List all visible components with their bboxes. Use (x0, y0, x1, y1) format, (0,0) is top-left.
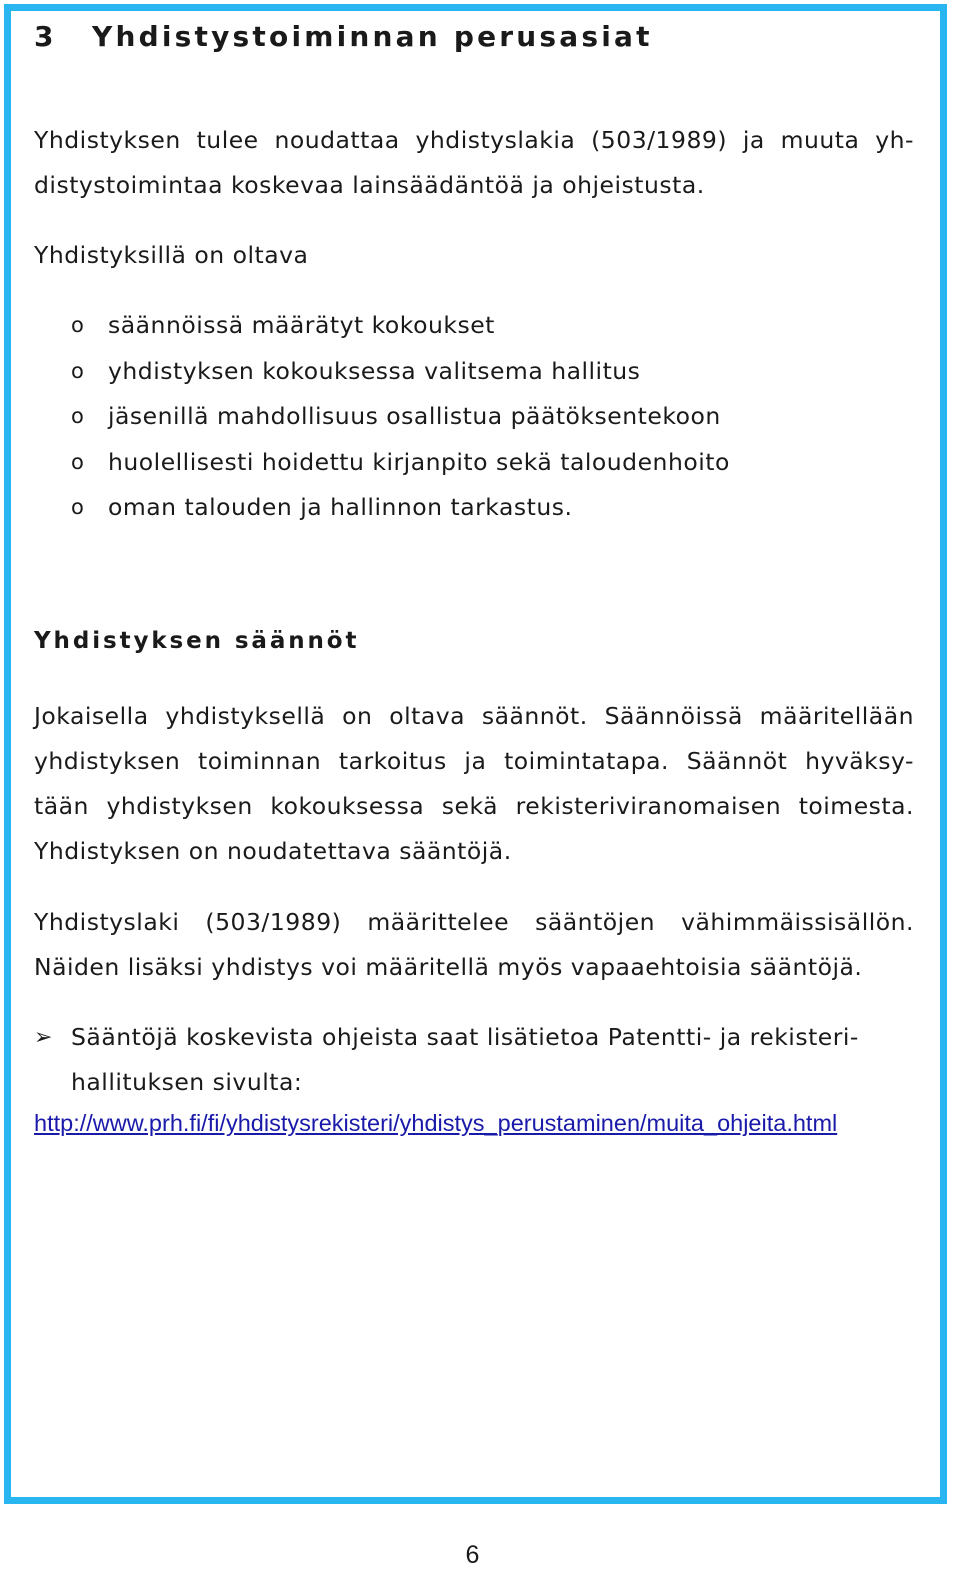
list-item: o jäsenillä mahdollisuus osallistua päätöksentekoon (34, 394, 730, 440)
section-number: 3 (34, 20, 57, 53)
bullet-icon: o (71, 495, 85, 519)
guidance-line-2: hallituksen sivulta: (71, 1068, 303, 1096)
prh-guidance-link[interactable]: http://www.prh.fi/fi/yhdistysrekisteri/yhdistys_perustaminen/muita_ohjeita.html (34, 1110, 838, 1136)
requirements-list (34, 303, 730, 531)
section-heading (34, 20, 653, 53)
guidance-item (34, 1015, 884, 1105)
bullet-icon: o (71, 404, 85, 428)
list-intro: Yhdistyksillä on oltava (34, 241, 309, 269)
law-paragraph (34, 900, 914, 990)
rules-line-4: Yhdistyksen on noudatettava sääntöjä. (34, 837, 512, 865)
list-item: o säännöissä määrätyt kokoukset (34, 303, 730, 349)
guidance-line-1: Sääntöjä koskevista ohjeista saat lisätietoa Patentti- ja rekisteri- (71, 1023, 859, 1051)
section-title: Yhdistystoiminnan perusasiat (92, 20, 653, 53)
law-line-1: Yhdistyslaki (503/1989) määrittelee sääntöjen vähimmäissisällön. (34, 908, 914, 936)
law-line-2: Näiden lisäksi yhdistys voi määritellä myös vapaaehtoisia sääntöjä. (34, 953, 863, 981)
page-number: 6 (465, 1541, 480, 1569)
intro-paragraph (34, 118, 914, 208)
list-item: o yhdistyksen kokouksessa valitsema hallitus (34, 349, 730, 395)
rules-line-3: tään yhdistyksen kokouksessa sekä rekisteriviranomaisen toimesta. (34, 792, 914, 820)
bullet-icon: o (71, 358, 85, 383)
intro-line-1: Yhdistyksen tulee noudattaa yhdistyslakia (503/1989) ja muuta yh- (34, 126, 914, 154)
list-item: o huolellisesti hoidettu kirjanpito sekä taloudenhoito (34, 440, 730, 486)
arrow-bullet-icon: ➢ (34, 1025, 53, 1050)
list-item: o oman talouden ja hallinnon tarkastus. (34, 485, 730, 531)
rules-line-1: Jokaisella yhdistyksellä on oltava säännöt. Säännöissä määritellään (34, 702, 914, 730)
subheading: Yhdistyksen säännöt (34, 628, 360, 654)
rules-paragraph (34, 694, 914, 874)
rules-line-2: yhdistyksen toiminnan tarkoitus ja toimintatapa. Säännöt hyväksy- (34, 747, 914, 775)
intro-line-2: distystoimintaa koskevaa lainsäädäntöä ja ohjeistusta. (34, 171, 705, 199)
bullet-icon: o (71, 313, 85, 337)
bullet-icon: o (71, 449, 85, 474)
